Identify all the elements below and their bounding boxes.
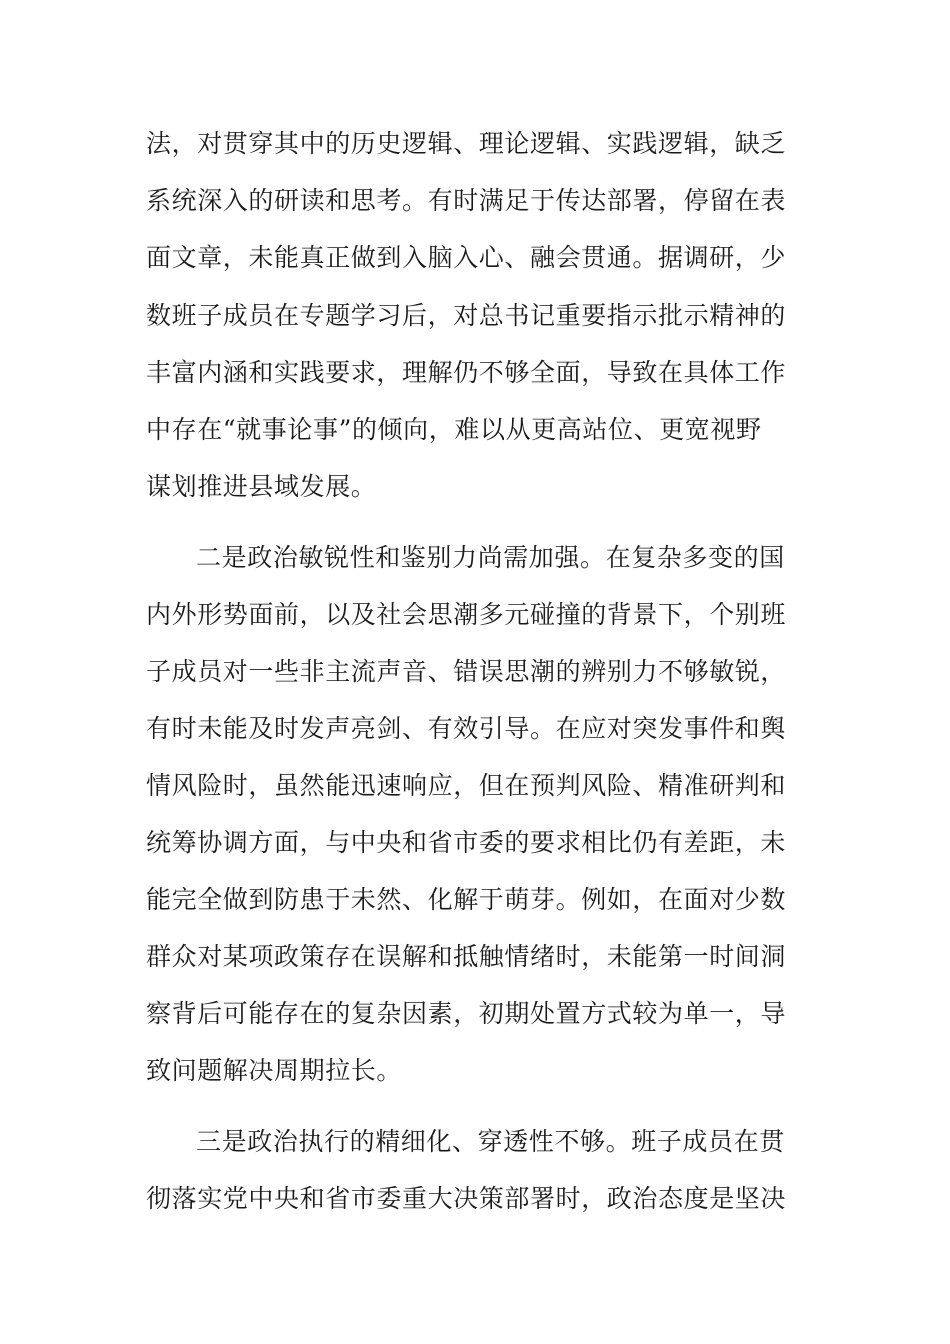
text-line: 内外形势面前，以及社会思潮多元碰撞的背景下，个别班 xyxy=(146,600,787,629)
text-line: 群众对某项政策存在误解和抵触情绪时，未能第一时间洞 xyxy=(146,942,787,971)
text-line: 谋划推进县域发展。 xyxy=(146,472,377,501)
text-line: 察背后可能存在的复杂因素，初期处置方式较为单一，导 xyxy=(146,999,787,1028)
text-line: 情风险时，虽然能迅速响应，但在预判风险、精准研判和 xyxy=(146,771,787,800)
text-line: 能完全做到防患于未然、化解于萌芽。例如，在面对少数 xyxy=(146,885,787,914)
text-line: 法，对贯穿其中的历史逻辑、理论逻辑、实践逻辑，缺乏 xyxy=(146,129,787,158)
text-line: 中存在“就事论事”的倾向，难以从更高站位、更宽视野 xyxy=(146,415,762,444)
text-line: 子成员对一些非主流声音、错误思潮的辨别力不够敏锐， xyxy=(146,657,787,686)
text-line: 丰富内涵和实践要求，理解仍不够全面，导致在具体工作 xyxy=(146,358,787,387)
text-line: 彻落实党中央和省市委重大决策部署时，政治态度是坚决 xyxy=(146,1184,787,1213)
text-line: 有时未能及时发声亮剑、有效引导。在应对突发事件和舆 xyxy=(146,714,787,743)
text-line: 面文章，未能真正做到入脑入心、融会贯通。据调研，少 xyxy=(146,243,787,272)
text-line: 致问题解决周期拉长。 xyxy=(146,1056,403,1085)
text-line: 系统深入的研读和思考。有时满足于传达部署，停留在表 xyxy=(146,186,787,215)
text-line: 数班子成员在专题学习后，对总书记重要指示批示精神的 xyxy=(146,301,787,330)
text-line: 二是政治敏锐性和鉴别力尚需加强。在复杂多变的国 xyxy=(196,543,785,572)
text-line: 统筹协调方面，与中央和省市委的要求相比仍有差距，未 xyxy=(146,828,787,857)
text-line: 三是政治执行的精细化、穿透性不够。班子成员在贯 xyxy=(196,1127,785,1156)
